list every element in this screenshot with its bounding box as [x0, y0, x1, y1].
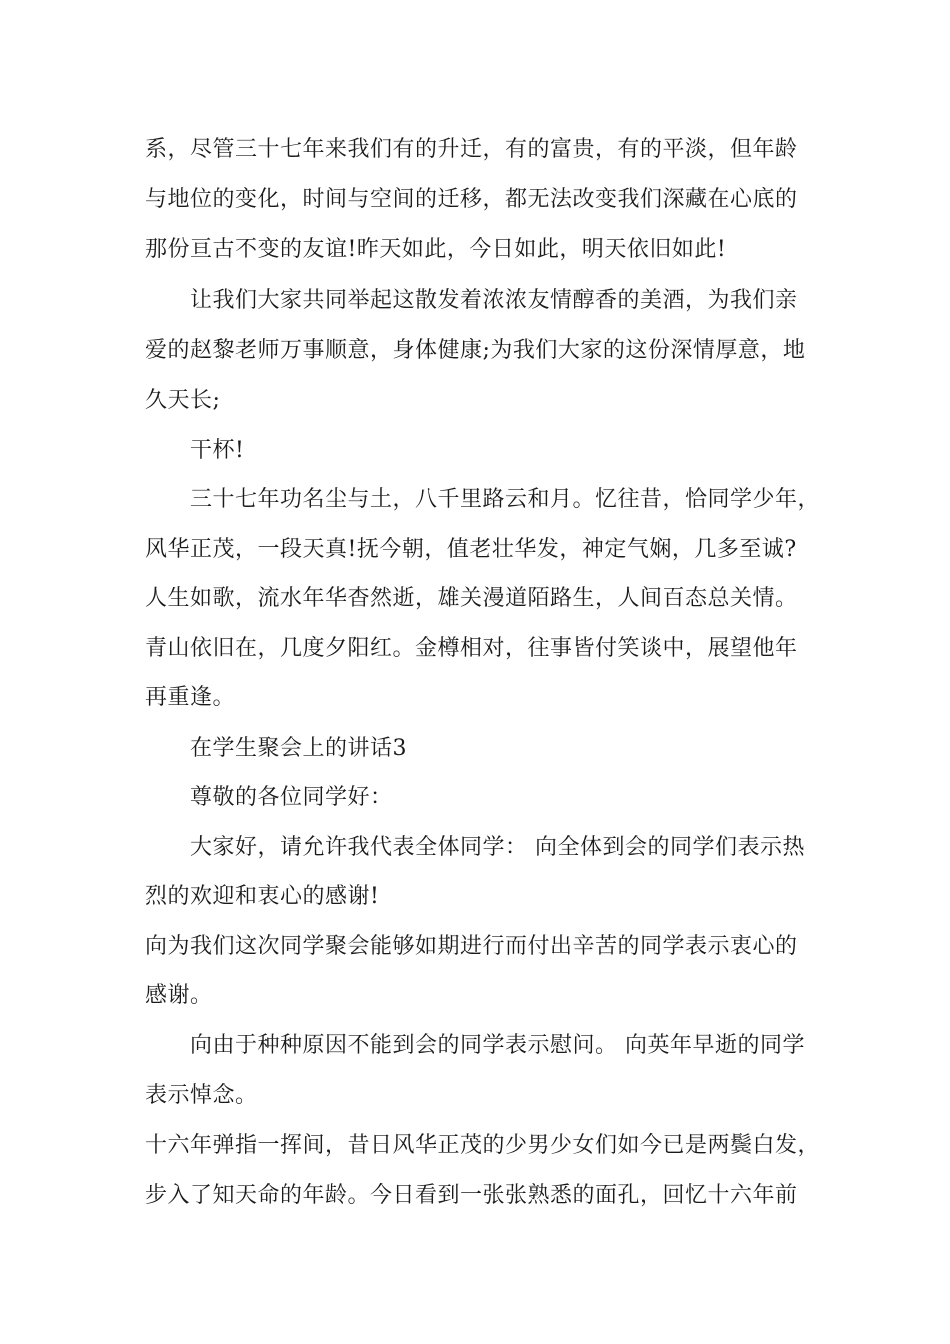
text-line: 向由于种种原因不能到会的同学表示慰问。 向英年早逝的同学 [190, 1033, 805, 1058]
text-line: 系，尽管三十七年来我们有的升迁，有的富贵，有的平淡，但年龄 [145, 137, 798, 162]
text-line: 十六年弹指一挥间，昔日风华正茂的少男少女们如今已是两鬓白发， [145, 1133, 821, 1158]
text-line: 再重逢。 [145, 685, 236, 710]
text-line: 三十七年功名尘与土，八千里路云和月。忆往昔，恰同学少年， [190, 487, 821, 512]
text-line: 尊敬的各位同学好： [190, 785, 393, 810]
text-line: 青山依旧在，几度夕阳红。金樽相对，往事皆付笑谈中，展望他年 [145, 636, 798, 661]
text-line: 与地位的变化，时间与空间的迁移，都无法改变我们深藏在心底的 [145, 187, 798, 212]
section-heading: 在学生聚会上的讲话3 [190, 736, 407, 761]
text-line: 大家好，请允许我代表全体同学： 向全体到会的同学们表示热 [190, 835, 805, 860]
text-line: 那份亘古不变的友谊!昨天如此，今日如此，明天依旧如此! [145, 237, 727, 262]
text-line: 表示悼念。 [145, 1083, 258, 1108]
text-line: 烈的欢迎和衷心的感谢! [145, 884, 380, 909]
text-line: 让我们大家共同举起这散发着浓浓友情醇香的美酒，为我们亲 [190, 288, 798, 313]
text-line: 向为我们这次同学聚会能够如期进行而付出辛苦的同学表示衷心的 [145, 934, 798, 959]
text-line: 步入了知天命的年龄。今日看到一张张熟悉的面孔，回忆十六年前 [145, 1183, 798, 1208]
text-line: 感谢。 [145, 983, 213, 1008]
text-line: 久天长; [145, 388, 221, 413]
text-line: 爱的赵黎老师万事顺意，身体健康;为我们大家的这份深情厚意，地 [145, 338, 806, 363]
text-line: 干杯! [190, 438, 245, 463]
text-line: 人生如歌，流水年华杳然逝，雄关漫道陌路生，人间百态总关情。 [145, 586, 798, 611]
text-line: 风华正茂，一段天真!抚今朝，值老壮华发，神定气娴，几多至诚? [145, 537, 797, 562]
